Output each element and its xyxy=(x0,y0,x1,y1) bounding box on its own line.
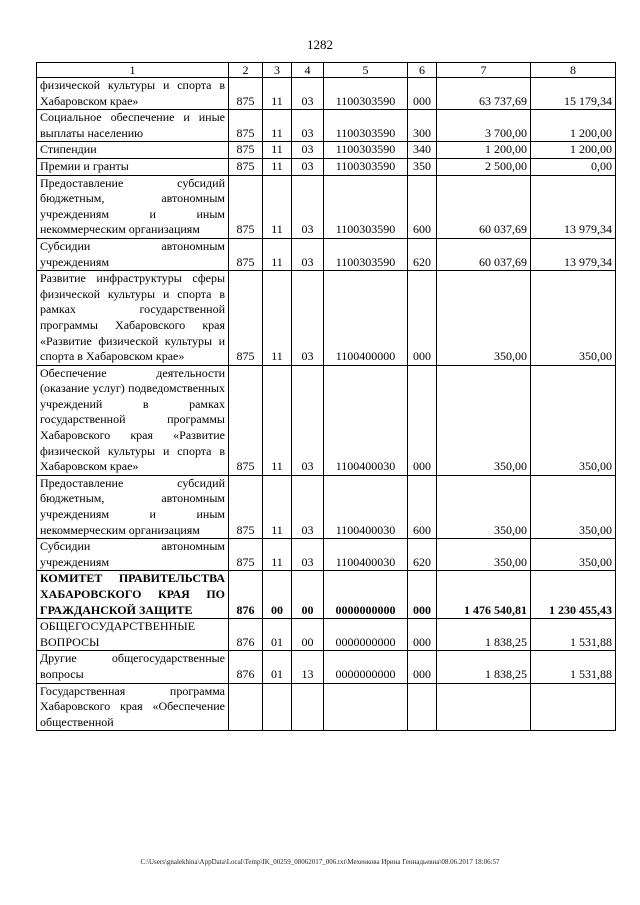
table-row xyxy=(37,571,616,619)
row-subsection xyxy=(292,683,324,731)
row-expense-type: 620 xyxy=(408,539,437,571)
row-name: Государственная программа Хабаровского края «Обеспечение общественной xyxy=(37,683,229,731)
row-amount-2: 1 531,88 xyxy=(531,619,616,651)
row-name: Субсидии автономным учреждениям xyxy=(37,539,229,571)
row-expense-type: 340 xyxy=(408,142,437,159)
row-amount-2: 350,00 xyxy=(531,539,616,571)
row-section xyxy=(263,683,292,731)
row-name: Развитие инфраструктуры сферы физической культуры и спорта в рамках государственной программы Хабаровского края «Развитие физической культуры и спорта в Хабаровском крае» xyxy=(37,271,229,366)
row-section: 11 xyxy=(263,110,292,142)
row-section: 11 xyxy=(263,78,292,110)
row-amount-1: 60 037,69 xyxy=(437,175,531,238)
row-amount-1: 2 500,00 xyxy=(437,158,531,175)
header-cell: 3 xyxy=(263,63,292,78)
row-target-article: 1100303590 xyxy=(324,238,408,270)
row-subsection: 03 xyxy=(292,175,324,238)
row-name: Социальное обеспечение и иные выплаты населению xyxy=(37,110,229,142)
row-subsection: 00 xyxy=(292,571,324,619)
row-amount-1: 1 838,25 xyxy=(437,619,531,651)
row-target-article: 1100303590 xyxy=(324,158,408,175)
row-name: Обеспечение деятельности (оказание услуг) подведомственных учреждений в рамках государственной программы Хабаровского края «Развитие физической культуры и спорта в Хабаровском крае» xyxy=(37,365,229,475)
row-name: Премии и гранты xyxy=(37,158,229,175)
row-code: 875 xyxy=(229,365,263,475)
header-cell: 5 xyxy=(324,63,408,78)
row-subsection: 03 xyxy=(292,158,324,175)
row-expense-type: 000 xyxy=(408,619,437,651)
row-expense-type xyxy=(408,683,437,731)
row-amount-2: 15 179,34 xyxy=(531,78,616,110)
row-amount-2: 1 200,00 xyxy=(531,142,616,159)
row-code: 875 xyxy=(229,539,263,571)
row-section: 11 xyxy=(263,142,292,159)
row-section: 11 xyxy=(263,271,292,366)
row-expense-type: 000 xyxy=(408,365,437,475)
row-expense-type: 300 xyxy=(408,110,437,142)
row-amount-1: 350,00 xyxy=(437,365,531,475)
row-code: 876 xyxy=(229,571,263,619)
row-expense-type: 000 xyxy=(408,78,437,110)
row-amount-1: 1 476 540,81 xyxy=(437,571,531,619)
table-row xyxy=(37,158,616,175)
row-subsection: 03 xyxy=(292,365,324,475)
table-row xyxy=(37,238,616,270)
row-amount-2 xyxy=(531,683,616,731)
row-section: 01 xyxy=(263,651,292,683)
row-amount-2: 1 531,88 xyxy=(531,651,616,683)
row-section: 11 xyxy=(263,158,292,175)
row-target-article: 1100303590 xyxy=(324,78,408,110)
row-name: КОМИТЕТ ПРАВИТЕЛЬСТВА ХАБАРОВСКОГО КРАЯ ПО ГРАЖДАНСКОЙ ЗАЩИТЕ xyxy=(37,571,229,619)
header-cell: 8 xyxy=(531,63,616,78)
row-target-article: 0000000000 xyxy=(324,619,408,651)
row-amount-2: 0,00 xyxy=(531,158,616,175)
page-number: 1282 xyxy=(307,37,333,52)
table-row xyxy=(37,271,616,366)
row-amount-1: 1 838,25 xyxy=(437,651,531,683)
row-code: 876 xyxy=(229,651,263,683)
table-row xyxy=(37,110,616,142)
row-expense-type: 350 xyxy=(408,158,437,175)
row-amount-1 xyxy=(437,683,531,731)
row-amount-1: 350,00 xyxy=(437,475,531,538)
row-code: 875 xyxy=(229,110,263,142)
table-row xyxy=(37,683,616,731)
row-name: Стипендии xyxy=(37,142,229,159)
table-header xyxy=(37,63,616,78)
row-expense-type: 000 xyxy=(408,571,437,619)
table-row xyxy=(37,475,616,538)
row-subsection: 03 xyxy=(292,142,324,159)
row-section: 11 xyxy=(263,238,292,270)
budget-table xyxy=(36,62,616,731)
row-amount-2: 13 979,34 xyxy=(531,238,616,270)
table-body xyxy=(37,78,616,731)
table-row xyxy=(37,651,616,683)
row-section: 00 xyxy=(263,571,292,619)
row-amount-1: 350,00 xyxy=(437,271,531,366)
row-amount-1: 350,00 xyxy=(437,539,531,571)
table-row xyxy=(37,142,616,159)
row-name: физической культуры и спорта в Хабаровском крае» xyxy=(37,78,229,110)
row-code: 875 xyxy=(229,238,263,270)
row-amount-2: 1 200,00 xyxy=(531,110,616,142)
table-row xyxy=(37,78,616,110)
row-section: 11 xyxy=(263,175,292,238)
row-target-article xyxy=(324,683,408,731)
row-name: Предоставление субсидий бюджетным, автономным учреждениям и иным некоммерческим организациям xyxy=(37,175,229,238)
row-section: 01 xyxy=(263,619,292,651)
row-target-article: 1100303590 xyxy=(324,110,408,142)
row-target-article: 0000000000 xyxy=(324,571,408,619)
row-target-article: 1100303590 xyxy=(324,142,408,159)
row-amount-1: 1 200,00 xyxy=(437,142,531,159)
header-cell: 6 xyxy=(408,63,437,78)
row-amount-2: 13 979,34 xyxy=(531,175,616,238)
row-amount-1: 3 700,00 xyxy=(437,110,531,142)
row-subsection: 13 xyxy=(292,651,324,683)
row-name: ОБЩЕГОСУДАРСТВЕННЫЕ ВОПРОСЫ xyxy=(37,619,229,651)
row-expense-type: 000 xyxy=(408,651,437,683)
row-code: 875 xyxy=(229,271,263,366)
row-name: Другие общегосударственные вопросы xyxy=(37,651,229,683)
row-target-article: 1100303590 xyxy=(324,175,408,238)
row-name: Предоставление субсидий бюджетным, автономным учреждениям и иным некоммерческим организациям xyxy=(37,475,229,538)
row-subsection: 03 xyxy=(292,271,324,366)
table-row xyxy=(37,539,616,571)
row-amount-1: 60 037,69 xyxy=(437,238,531,270)
row-subsection: 00 xyxy=(292,619,324,651)
row-expense-type: 000 xyxy=(408,271,437,366)
row-subsection: 03 xyxy=(292,539,324,571)
row-amount-2: 350,00 xyxy=(531,365,616,475)
header-row xyxy=(37,63,616,78)
row-expense-type: 600 xyxy=(408,175,437,238)
row-section: 11 xyxy=(263,539,292,571)
row-target-article: 1100400030 xyxy=(324,365,408,475)
row-code: 875 xyxy=(229,78,263,110)
row-section: 11 xyxy=(263,475,292,538)
row-target-article: 1100400030 xyxy=(324,475,408,538)
row-subsection: 03 xyxy=(292,238,324,270)
row-expense-type: 600 xyxy=(408,475,437,538)
row-subsection: 03 xyxy=(292,475,324,538)
file-path-footer: C:\Users\gnalekhina\AppData\Local\Temp\IK_00259_08062017_006.txt\Мехенкова Ирина Геннадьевна\08.06.2017 18:06:57 xyxy=(140,858,500,866)
row-code: 876 xyxy=(229,619,263,651)
row-target-article: 1100400030 xyxy=(324,539,408,571)
row-section: 11 xyxy=(263,365,292,475)
row-subsection: 03 xyxy=(292,110,324,142)
header-cell: 7 xyxy=(437,63,531,78)
header-cell: 4 xyxy=(292,63,324,78)
row-code: 875 xyxy=(229,142,263,159)
row-target-article: 1100400000 xyxy=(324,271,408,366)
row-target-article: 0000000000 xyxy=(324,651,408,683)
row-code: 875 xyxy=(229,158,263,175)
row-name: Субсидии автономным учреждениям xyxy=(37,238,229,270)
row-expense-type: 620 xyxy=(408,238,437,270)
row-code xyxy=(229,683,263,731)
row-subsection: 03 xyxy=(292,78,324,110)
table-row xyxy=(37,365,616,475)
row-amount-2: 350,00 xyxy=(531,271,616,366)
table-row xyxy=(37,619,616,651)
table-row xyxy=(37,175,616,238)
header-cell: 2 xyxy=(229,63,263,78)
header-cell: 1 xyxy=(37,63,229,78)
row-amount-2: 350,00 xyxy=(531,475,616,538)
row-amount-2: 1 230 455,43 xyxy=(531,571,616,619)
row-amount-1: 63 737,69 xyxy=(437,78,531,110)
row-code: 875 xyxy=(229,175,263,238)
row-code: 875 xyxy=(229,475,263,538)
